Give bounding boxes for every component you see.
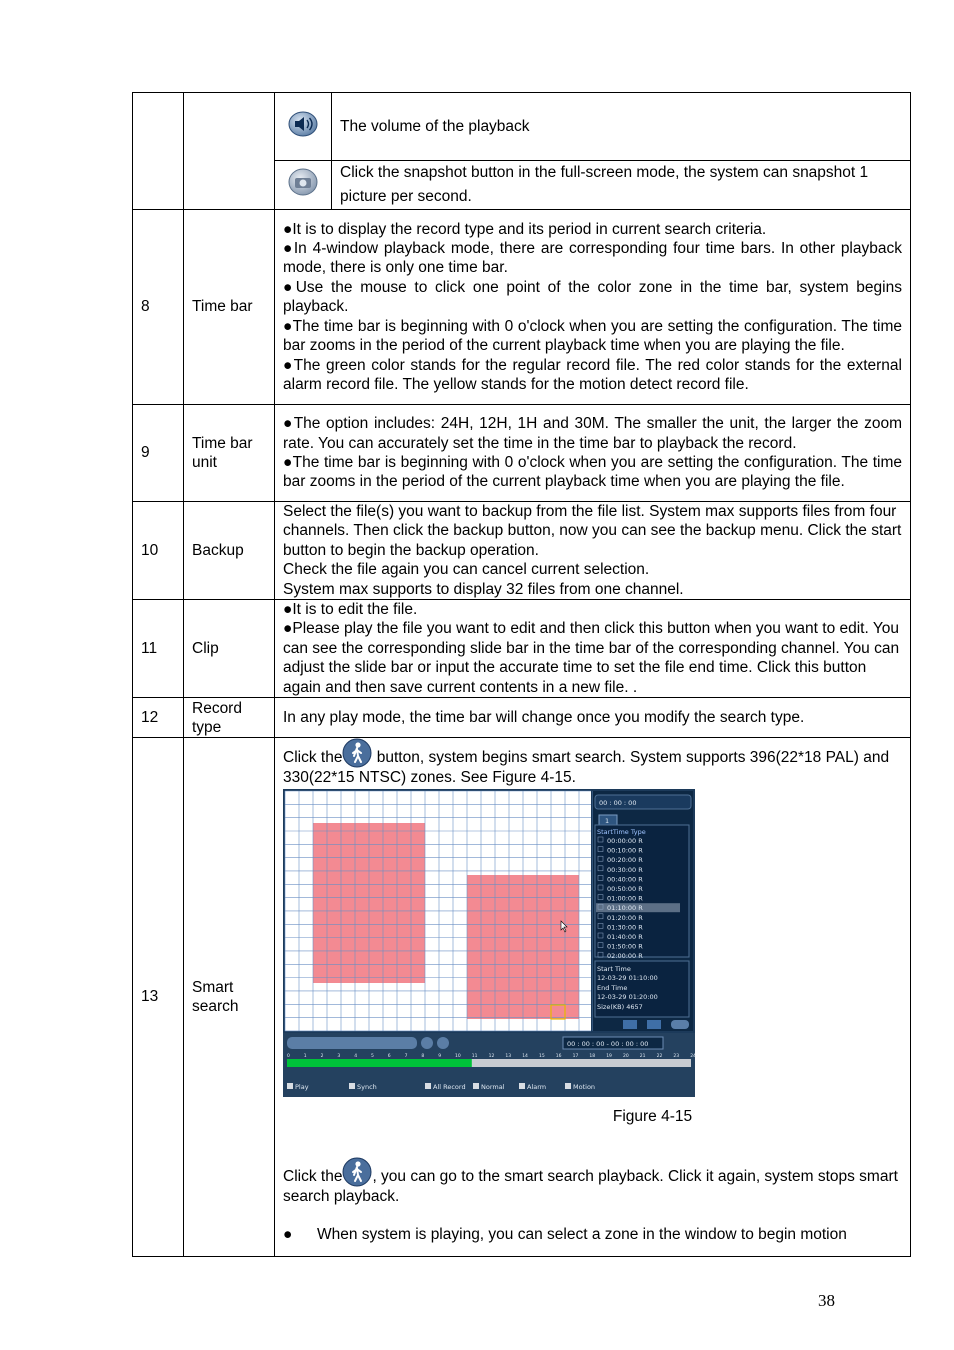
file-list-item[interactable]: 02:00:00 R <box>607 952 643 961</box>
legend-label[interactable]: Synch <box>357 1083 377 1092</box>
time-tick-label: 11 <box>471 1054 478 1060</box>
legend-label[interactable]: Alarm <box>527 1083 547 1092</box>
time-tick-label: 9 <box>438 1054 442 1060</box>
legend-checkbox[interactable] <box>473 1083 479 1089</box>
file-list-item[interactable]: 01:40:00 R <box>607 933 643 942</box>
clip-button[interactable] <box>647 1020 661 1029</box>
end-time-value: 12-03-29 01:20:00 <box>597 993 658 1002</box>
table-row <box>133 698 911 738</box>
legend-checkbox[interactable] <box>349 1083 355 1089</box>
time-tick-label: 1 <box>303 1054 307 1060</box>
smart-search-button[interactable] <box>421 1037 433 1049</box>
playback-control-bar <box>283 1033 695 1097</box>
snapshot-description: Click the snapshot button in the full-screen mode, the system can snapshot 1 picture per second. <box>332 161 911 210</box>
list-header: StartTime Type <box>597 828 646 837</box>
time-tick-label: 21 <box>639 1054 646 1060</box>
smart-intro <box>283 738 902 787</box>
time-tick-label: 3 <box>337 1054 341 1060</box>
start-time-label: Start Time <box>597 965 631 974</box>
row-content <box>275 502 911 600</box>
content-line: ●It is to display the record type and its period in current search criteria. <box>283 220 767 238</box>
intro-text: button, system begins smart search. System supports 396(22*18 PAL) and 330(22*15 NTSC) zones. See Figure 4-15. <box>283 749 890 787</box>
playback-buttons[interactable] <box>287 1037 417 1049</box>
smart-search-screenshot <box>283 789 695 1097</box>
file-list-item[interactable]: 00:20:00 R <box>607 856 643 865</box>
content-line: ●The time bar is beginning with 0 o'clock when you are setting the configuration. The time bar zooms in the period of the current playback time when you are playing the file. <box>283 454 902 491</box>
file-list-drawing <box>593 791 693 1031</box>
time-tick-label: 2 <box>320 1054 324 1060</box>
time-tick-label: 10 <box>455 1054 461 1060</box>
time-tick-label: 19 <box>606 1054 612 1060</box>
file-list-item[interactable]: 00:30:00 R <box>607 866 643 875</box>
walking-person-icon <box>342 738 372 768</box>
legend-checkbox[interactable] <box>287 1083 293 1089</box>
table-row <box>133 502 911 600</box>
smart-search-content <box>275 738 911 1257</box>
walking-person-icon <box>342 1157 372 1187</box>
row-name: Time bar <box>184 210 275 405</box>
camera-icon <box>288 168 318 196</box>
time-tick-label: 5 <box>371 1054 374 1060</box>
time-tick-label: 14 <box>522 1054 528 1060</box>
legend-checkbox[interactable] <box>565 1083 571 1089</box>
time-tick-label: 0 <box>287 1054 290 1060</box>
table-row <box>133 405 911 502</box>
file-list-item[interactable]: 01:20:00 R <box>607 914 643 923</box>
row-number: 10 <box>133 502 184 600</box>
time-tick-label: 22 <box>656 1054 663 1060</box>
row-number: 8 <box>133 210 184 405</box>
row-number: 13 <box>133 738 184 1257</box>
legend-label[interactable]: All Record <box>433 1083 466 1092</box>
table-row <box>133 210 911 405</box>
content-line: ●The option includes: 24H, 12H, 1H and 30M. The smaller the unit, the larger the zoom rate. You can accurately set the time in the time bar to playback the record. <box>283 415 902 452</box>
file-list-item[interactable]: 01:10:00 R <box>607 904 643 913</box>
function-table <box>132 92 911 1257</box>
legend-label[interactable]: Play <box>295 1083 309 1092</box>
row-content <box>275 600 911 698</box>
row-number: 11 <box>133 600 184 698</box>
file-list-item[interactable]: 01:00:00 R <box>607 895 643 904</box>
file-list-item[interactable]: 00:50:00 R <box>607 885 643 894</box>
start-time-value: 12-03-29 01:10:00 <box>597 974 658 983</box>
content-line: ●Use the mouse to click one point of the color zone in the time bar, system begins playback. <box>283 278 902 316</box>
content-line: ●The time bar is beginning with 0 o'clock when you are setting the configuration. The time bar zooms in the period of the current playback time when you are playing the file. <box>283 317 902 355</box>
time-display: 00 : 00 : 00 <box>599 799 637 808</box>
content-line: System max supports to display 32 files from one channel. <box>283 580 684 598</box>
row-name: Backup <box>184 502 275 600</box>
time-tick-label: 15 <box>539 1054 545 1060</box>
clip-time-range: 00 : 00 : 00 - 00 : 00 : 00 <box>567 1040 649 1049</box>
time-tick-label: 7 <box>404 1054 408 1060</box>
time-tick-label: 6 <box>387 1054 391 1060</box>
snapshot-button[interactable] <box>437 1037 449 1049</box>
time-tick-label: 20 <box>623 1054 629 1060</box>
content-line: ●Please play the file you want to edit and then click this button when you want to edit. You can see the corresponding slide bar in the time bar of the corresponding channel. You can adjust the slide bar or input the accurate time to set the file end time. Click this button again and then save current contents in a new file. . <box>283 620 900 696</box>
file-list-item[interactable]: 01:50:00 R <box>607 943 643 952</box>
content-line: ●In 4-window playback mode, there are corresponding four time bars. In other playback mode, there is only one time bar. <box>283 240 902 277</box>
volume-description: The volume of the playback <box>332 93 911 161</box>
legend-label[interactable]: Normal <box>481 1083 505 1092</box>
row-name: Time bar unit <box>184 405 275 502</box>
para-text: Click the <box>283 1167 343 1185</box>
content-line: ●The green color stands for the regular record file. The red color stands for the external alarm record file. The yellow stands for the motion detect record file. <box>283 356 902 393</box>
row-number: 9 <box>133 405 184 502</box>
page-number: 38 <box>818 1291 835 1310</box>
row-name: Smart search <box>184 738 275 1257</box>
content-line: ●It is to edit the file. <box>283 601 418 619</box>
channel-label: 1 <box>605 817 610 826</box>
legend-label[interactable]: Motion <box>573 1083 596 1092</box>
file-list-item[interactable]: 00:40:00 R <box>607 875 643 884</box>
figure-caption: Figure 4-15 <box>612 1108 693 1126</box>
normal-record-segment <box>287 1059 472 1067</box>
bullet-mark: ● <box>283 1226 293 1244</box>
table-row <box>133 738 911 1257</box>
row-content: In any play mode, the time bar will change once you modify the search type. <box>275 698 911 738</box>
backup-button[interactable] <box>623 1020 637 1029</box>
table-row <box>133 600 911 698</box>
content-line: Select the file(s) you want to backup from the file list. System max supports files from four channels. Then click the backup button, now you can see the backup menu. Click the start button to begin the backup operation. <box>283 503 902 559</box>
legend-checkbox[interactable] <box>425 1083 431 1089</box>
file-list-item[interactable]: 00:10:00 R <box>607 847 643 856</box>
time-tick-label: 12 <box>488 1054 495 1060</box>
row-content <box>275 210 911 405</box>
empty-name-cell <box>184 93 275 210</box>
time-tick-label: 17 <box>572 1054 579 1060</box>
bullet-text: When system is playing, you can select a zone in the window to begin motion <box>317 1226 847 1244</box>
time-tick-label: 23 <box>673 1054 680 1060</box>
empty-num-cell <box>133 93 184 210</box>
time-tick-label: 16 <box>555 1054 562 1060</box>
smart-para2 <box>283 1157 902 1207</box>
volume-icon-cell <box>275 93 332 161</box>
smart-bullet <box>283 1225 902 1244</box>
size-label: Size(KB) 4657 <box>597 1003 643 1012</box>
file-list-item[interactable]: 00:00:00 R <box>607 837 643 846</box>
legend-checkbox[interactable] <box>519 1083 525 1089</box>
time-tick-label: 4 <box>354 1054 358 1060</box>
row-name: Clip <box>184 600 275 698</box>
end-time-label: End Time <box>597 984 628 993</box>
para-text: , you can go to the smart search playback. Click it again, system stops smart search playback. <box>283 1167 898 1205</box>
back-button[interactable] <box>671 1020 689 1029</box>
snapshot-icon-cell <box>275 161 332 210</box>
speaker-icon <box>288 111 318 137</box>
intro-text: Click the <box>283 749 343 767</box>
row-number: 12 <box>133 698 184 738</box>
file-list-panel <box>593 791 693 1031</box>
time-tick-label: 24 <box>690 1054 696 1060</box>
row-content <box>275 405 911 502</box>
control-drawing <box>283 1033 695 1097</box>
time-tick-label: 18 <box>589 1054 596 1060</box>
time-tick-label: 8 <box>421 1054 425 1060</box>
content-line: Check the file again you can cancel current selection. <box>283 561 650 579</box>
file-list-item[interactable]: 01:30:00 R <box>607 923 643 932</box>
motion-zone-grid <box>285 791 591 1031</box>
time-tick-label: 13 <box>505 1054 512 1060</box>
row-name: Record type <box>184 698 275 738</box>
